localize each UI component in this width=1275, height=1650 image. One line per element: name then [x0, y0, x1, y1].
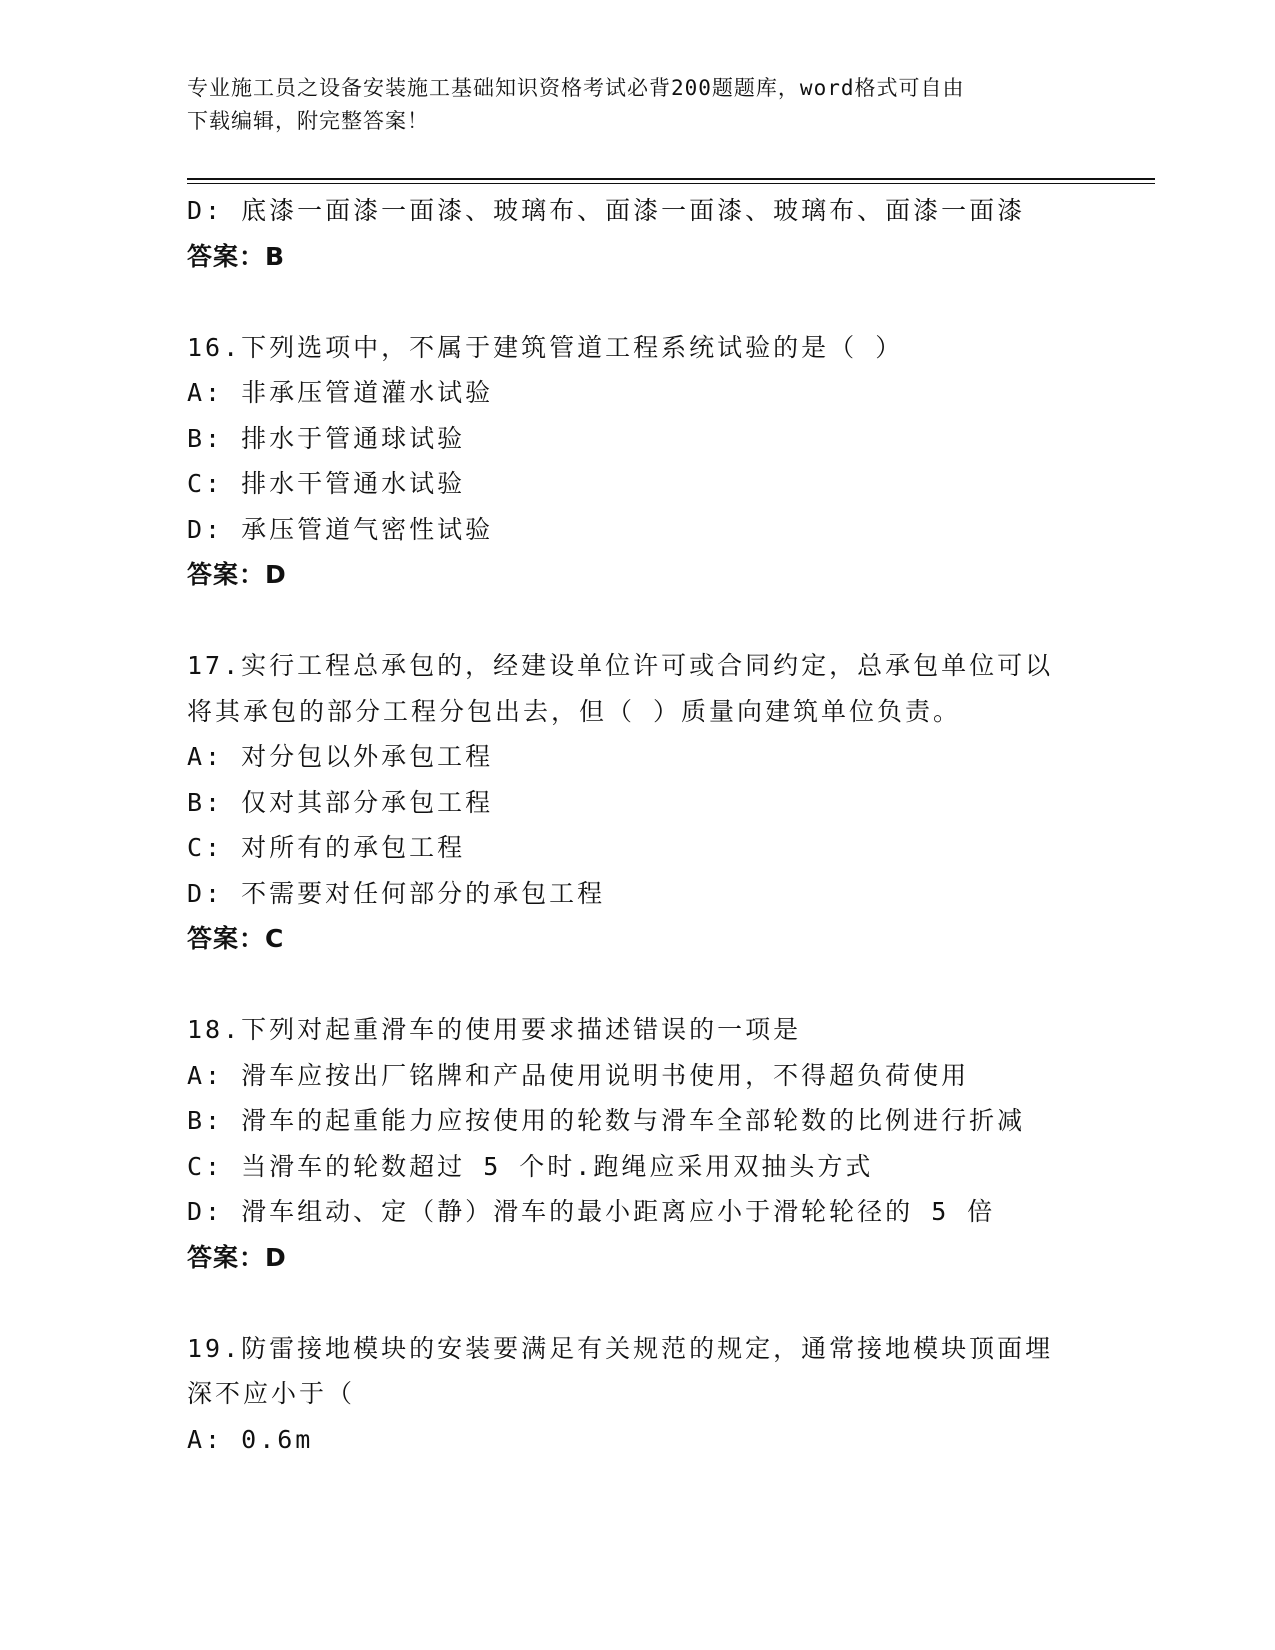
option-a: A: 对分包以外承包工程: [187, 742, 494, 771]
option-d: D: 承压管道气密性试验: [187, 514, 494, 544]
document-header: [187, 72, 1087, 138]
question-block-18: [187, 1007, 1087, 1280]
header-divider-thick: [187, 178, 1155, 180]
answer-label: 答案：D: [187, 1242, 287, 1272]
spacer: [187, 962, 1087, 1008]
spacer: [187, 279, 1087, 325]
spacer: [187, 598, 1087, 644]
header-divider-thin: [187, 183, 1155, 184]
option-b: B: 仅对其部分承包工程: [187, 787, 494, 817]
question-text-line-1: 19.防雷接地模块的安装要满足有关规范的规定，通常接地模块顶面埋: [187, 1333, 1054, 1363]
option-c: C: 当滑车的轮数超过 5 个时.跑绳应采用双抽头方式: [187, 1151, 874, 1181]
question-text: 16.下列选项中，不属于建筑管道工程系统试验的是（ ）: [187, 332, 904, 362]
spacer: [187, 1280, 1087, 1326]
question-text-line-2: 深不应小于（: [187, 1379, 356, 1408]
option-c: C: 对所有的承包工程: [187, 833, 466, 862]
option-b: B: 滑车的起重能力应按使用的轮数与滑车全部轮数的比例进行折减: [187, 1106, 1026, 1135]
answer-label: 答案：B: [187, 241, 286, 271]
answer-label: 答案：D: [187, 560, 287, 589]
question-text-line-1: 17.实行工程总承包的，经建设单位许可或合同约定，总承包单位可以: [187, 651, 1054, 680]
question-list: [187, 188, 1087, 1462]
question-block-17: [187, 643, 1087, 962]
header-title-line-2: 下载编辑，附完整答案！: [187, 109, 429, 133]
option-a: A: 滑车应按出厂铭牌和产品使用说明书使用，不得超负荷使用: [187, 1060, 970, 1090]
question-text-line-2: 将其承包的部分工程分包出去，但（ ）质量向建筑单位负责。: [187, 696, 962, 726]
option-a: A: 非承压管道灌水试验: [187, 378, 494, 407]
option-d: D: 不需要对任何部分的承包工程: [187, 878, 606, 908]
option-a: A: 0.6m: [187, 1424, 314, 1454]
question-block-15: [187, 188, 1087, 279]
question-block-19: [187, 1326, 1087, 1463]
header-title-line-1: 专业施工员之设备安装施工基础知识资格考试必背200题题库，word格式可自由: [187, 76, 965, 100]
question-text: 18.下列对起重滑车的使用要求描述错误的一项是: [187, 1015, 802, 1044]
option-d: D: 滑车组动、定（静）滑车的最小距离应小于滑轮轮径的 5 倍: [187, 1197, 996, 1226]
option-d: D: 底漆一面漆一面漆、玻璃布、面漆一面漆、玻璃布、面漆一面漆: [187, 196, 1026, 225]
answer-label: 答案：C: [187, 924, 285, 953]
option-c: C: 排水干管通水试验: [187, 469, 466, 498]
question-block-16: [187, 325, 1087, 598]
option-b: B: 排水于管通球试验: [187, 423, 466, 453]
